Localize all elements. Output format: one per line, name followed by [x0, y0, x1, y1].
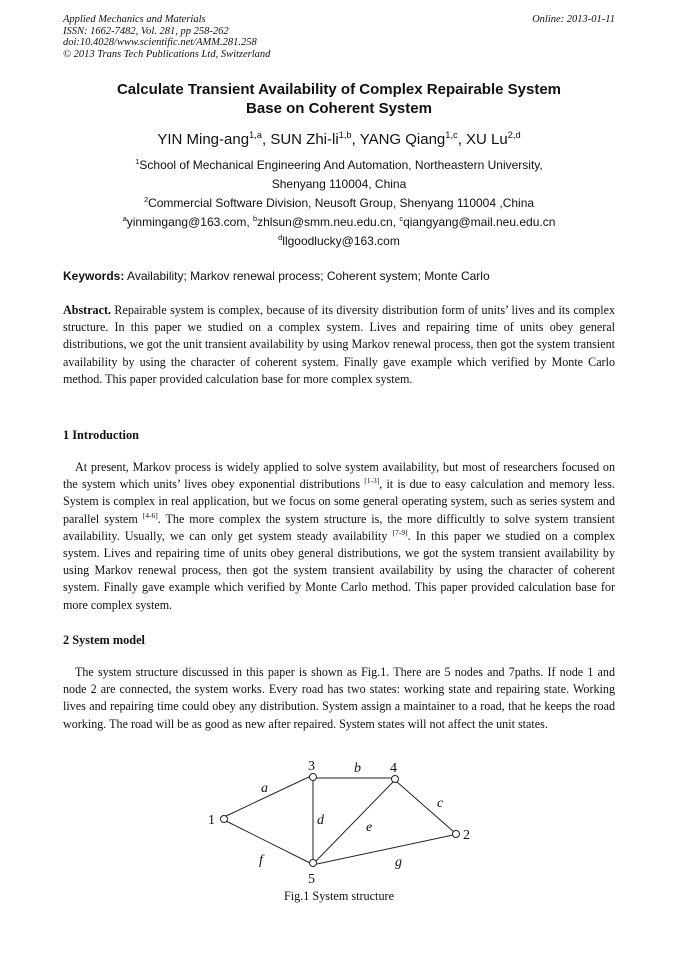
affiliation-mark: 2: [143, 195, 149, 204]
email-address: qiangyang@mail.neu.edu.cn: [403, 215, 556, 229]
edge-f: [224, 820, 310, 863]
edge-label-c: c: [437, 796, 444, 811]
email-mark: c: [399, 214, 404, 223]
author-name: YIN Ming-ang: [157, 131, 250, 148]
node-label-3: 3: [308, 759, 315, 774]
doi-line: doi:10.4028/www.scientific.net/AMM.281.258: [63, 37, 257, 48]
abstract: [63, 302, 615, 388]
email-mark: b: [252, 214, 258, 223]
figure-caption: Fig.1 System structure: [283, 889, 395, 903]
paper-title: [63, 80, 615, 118]
section-heading-system-model: 2 System model: [63, 633, 145, 647]
email-line: [63, 215, 615, 229]
author-separator: ,: [351, 131, 360, 148]
keywords-text: Availability; Markov renewal process; Coherent system; Monte Carlo: [124, 269, 490, 283]
system-structure-figure: [180, 755, 500, 895]
paragraph-text: . The more complex the system structure is, the more difficultly to solve system transient availability. Usually, we can only get system steady availability: [63, 511, 616, 543]
author-name: YANG Qiang: [359, 131, 446, 148]
affiliation-1-line-1: [63, 158, 615, 172]
journal-header: [63, 14, 615, 60]
citation: [7-9]: [392, 527, 408, 537]
author-name: SUN Zhi-li: [270, 131, 339, 148]
edge-label-f: f: [259, 853, 263, 868]
email-address: zhlsun@smm.neu.edu.cn,: [257, 215, 400, 229]
author-list: [63, 131, 615, 149]
paragraph-text: , it is due to easy calculation and memory less. System is complex in real application, but we focus on some general operating system, such as series system and parallel system: [63, 477, 615, 526]
abstract-label: Abstract.: [63, 303, 112, 317]
section-heading-introduction: 1 Introduction: [63, 428, 139, 442]
edge-label-d: d: [317, 813, 324, 828]
edge-label-e: e: [366, 820, 373, 835]
paragraph-text: . In this paper we studied on a complex system. Lives and repairing time of units obey general distributions, we got the system transient availability by using Markov renewal process, then got the system transient availability by using the character of coherent system. Finally gave example which verified by Monte Carlo method. This paper provided calculation base for more complex system.: [63, 528, 615, 612]
node-label-2: 2: [463, 828, 470, 843]
paragraph-text: At present, Markov process is widely applied to solve system availability, but most of researchers focused on the system which units’ lives obey exponential distributions: [63, 460, 615, 492]
email-mark: d: [278, 233, 283, 242]
issn-line: ISSN: 1662-7482, Vol. 281, pp 258-262: [63, 25, 229, 37]
citation: [4-6]: [142, 510, 158, 520]
abstract-text: Repairable system is complex, because of its diversity distribution form of units’ lives and its complex structure. In this paper we studied on a complex system. Lives and repairing time of units obey general distributions, we got the unit transient availability by using Markov renewal process, then got the system transient availability by using the character of coherent system. Finally gave example which verified by Monte Carlo method. This paper provided calculation base for more complex system.: [63, 303, 615, 386]
affiliation-text: Commercial Software Division, Neusoft Group, Shenyang 110004 ,China: [148, 196, 535, 210]
email-address: yinmingang@163.com,: [126, 215, 253, 229]
affiliation-2: [63, 196, 615, 210]
node-label-1: 1: [208, 813, 215, 828]
node-2: [453, 831, 460, 838]
author-separator: ,: [457, 131, 467, 148]
author-affiliation-mark: 2,d: [507, 130, 521, 140]
node-label-5: 5: [308, 872, 315, 887]
edge-a: [224, 775, 313, 817]
citation: [1-3]: [364, 476, 380, 486]
journal-name: Applied Mechanics and Materials: [63, 14, 206, 25]
affiliation-1-line-2: Shenyang 110004, China: [271, 177, 407, 191]
introduction-paragraph: [63, 459, 615, 614]
node-3: [310, 774, 317, 781]
email-address: llgoodlucky@163.com: [282, 234, 400, 248]
title-line-1: Calculate Transient Availability of Complex Repairable System: [116, 81, 562, 98]
node-label-4: 4: [390, 761, 397, 776]
node-1: [221, 816, 228, 823]
author-name: XU Lu: [466, 131, 508, 148]
affiliation-mark: 1: [135, 157, 140, 166]
author-separator: ,: [261, 131, 271, 148]
author-affiliation-mark: 1,a: [249, 130, 262, 140]
system-model-paragraph: The system structure discussed in this paper is shown as Fig.1. There are 5 nodes and 7paths. If node 1 and node 2 are connected, the system works. Every road has two states: working state and repairing state. Working lives and repairing time could obey any distribution. System assign a maintainer to a road, that he keeps the road working. The road will be as good as new after repaired. System states will not affect the unit states.: [63, 665, 615, 731]
node-4: [392, 776, 399, 783]
edge-c: [397, 782, 454, 832]
email-line-2: [63, 234, 615, 248]
email-mark: a: [122, 214, 127, 223]
online-date: Online: 2013-01-11: [532, 14, 615, 25]
keywords-label: Keywords:: [63, 269, 125, 283]
author-affiliation-mark: 1,b: [338, 130, 352, 140]
edge-label-g: g: [395, 855, 402, 870]
author-affiliation-mark: 1,c: [445, 130, 458, 140]
affiliation-text: School of Mechanical Engineering And Automation, Northeastern University,: [139, 158, 543, 172]
node-5: [310, 860, 317, 867]
keywords: [63, 269, 615, 283]
edge-label-a: a: [261, 781, 268, 796]
edge-label-b: b: [354, 761, 361, 776]
title-line-2: Base on Coherent System: [246, 100, 432, 117]
copyright-line: © 2013 Trans Tech Publications Ltd, Switzerland: [63, 48, 271, 60]
